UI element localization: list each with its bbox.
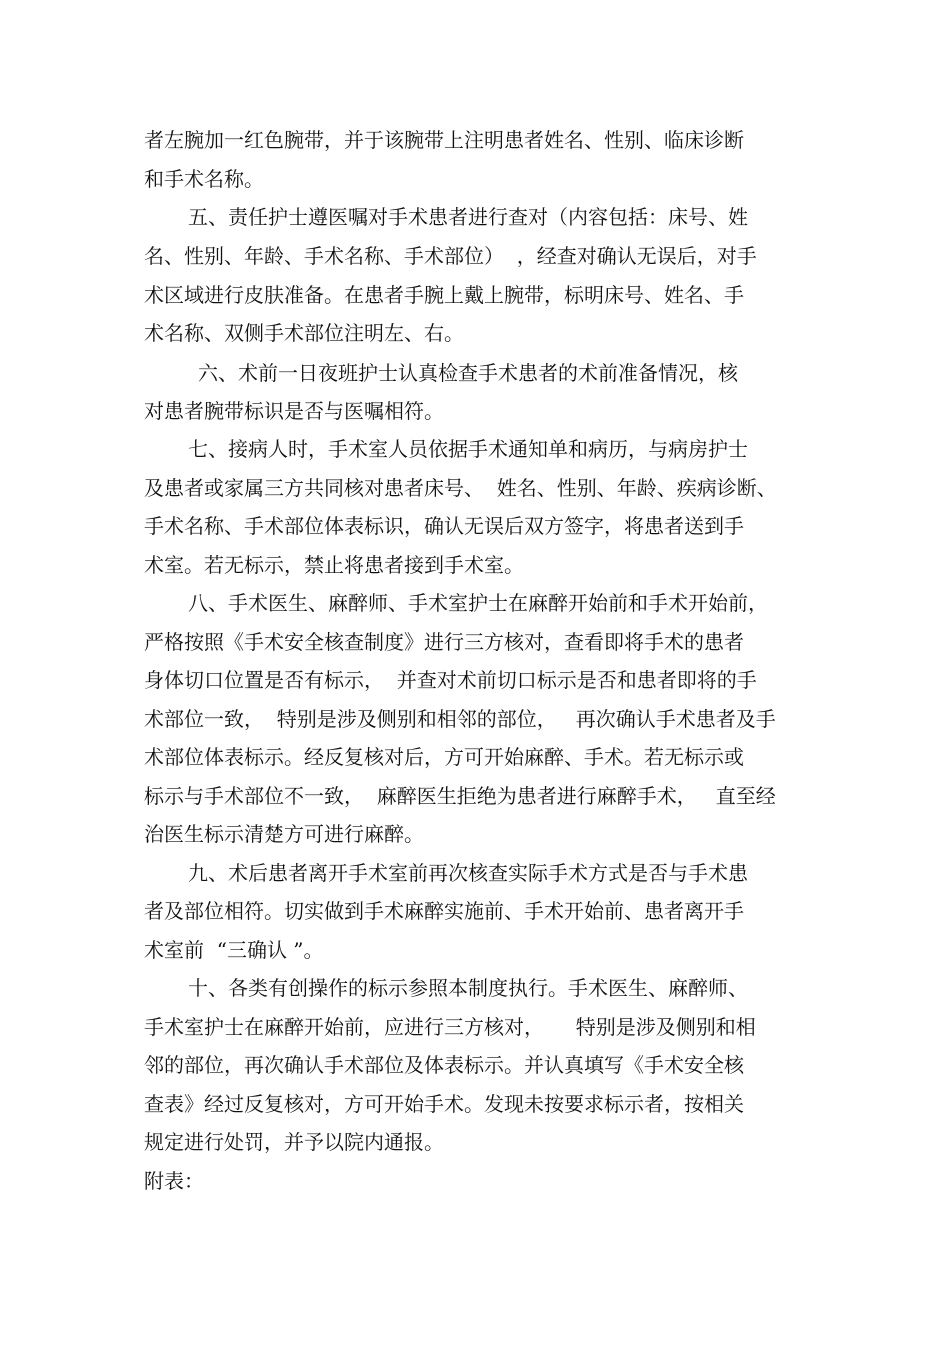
text-line: 严格按照《手术安全核查制度》进行三方核对，查看即将手术的患者 bbox=[144, 630, 744, 654]
text-line: 手术室护士在麻醉开始前，应进行三方核对， 特别是涉及侧别和相 bbox=[144, 1015, 756, 1039]
text-line: 标示与手术部位不一致， 麻醉医生拒绝为患者进行麻醉手术， 直至经 bbox=[144, 784, 776, 808]
text-line: 和手术名称。 bbox=[144, 167, 264, 191]
paragraph-7-line: 七、接病人时，手术室人员依据手术通知单和病历，与病房护士 bbox=[188, 437, 748, 461]
text-line: 邻的部位，再次确认手术部位及体表标示。并认真填写《手术安全核 bbox=[144, 1053, 744, 1077]
text-line: 术名称、双侧手术部位注明左、右。 bbox=[144, 321, 464, 345]
text-line: 手术名称、手术部位体表标识，确认无误后双方签字，将患者送到手 bbox=[144, 514, 744, 538]
text-line: 术区域进行皮肤准备。在患者手腕上戴上腕带，标明床号、姓名、手 bbox=[144, 283, 744, 307]
text-line: 术室前 “三确认 ”。 bbox=[144, 938, 324, 962]
paragraph-8-line: 八、手术医生、麻醉师、手术室护士在麻醉开始前和手术开始前， bbox=[188, 591, 768, 615]
text-line: 查表》经过反复核对，方可开始手术。发现未按要求标示者，按相关 bbox=[144, 1092, 744, 1116]
text-line: 名、性别、年龄、手术名称、手术部位） ，经查对确认无误后，对手 bbox=[144, 244, 757, 268]
paragraph-6-line: 六、术前一日夜班护士认真检查手术患者的术前准备情况，核 bbox=[198, 361, 738, 385]
text-line: 身体切口位置是否有标示， 并查对术前切口标示是否和患者即将的手 bbox=[144, 668, 757, 692]
text-line: 者及部位相符。切实做到手术麻醉实施前、手术开始前、患者离开手 bbox=[144, 899, 744, 923]
text-line: 术部位体表标示。经反复核对后，方可开始麻醉、手术。若无标示或 bbox=[144, 745, 744, 769]
appendix-label: 附表： bbox=[144, 1169, 204, 1193]
text-line: 治医生标示清楚方可进行麻醉。 bbox=[144, 822, 424, 846]
text-line: 对患者腕带标识是否与医嘱相符。 bbox=[144, 399, 444, 423]
text-line: 及患者或家属三方共同核对患者床号、 姓名、性别、年龄、疾病诊断、 bbox=[144, 476, 777, 500]
paragraph-10-line: 十、各类有创操作的标示参照本制度执行。手术医生、麻醉师、 bbox=[188, 976, 748, 1000]
text-line: 规定进行处罚，并予以院内通报。 bbox=[144, 1130, 444, 1154]
text-line: 者左腕加一红色腕带，并于该腕带上注明患者姓名、性别、临床诊断 bbox=[144, 128, 744, 152]
text-line: 术室。若无标示，禁止将患者接到手术室。 bbox=[144, 553, 524, 577]
paragraph-9-line: 九、术后患者离开手术室前再次核查实际手术方式是否与手术患 bbox=[188, 861, 748, 885]
paragraph-5-line: 五、责任护士遵医嘱对手术患者进行查对（内容包括：床号、姓 bbox=[188, 205, 748, 229]
text-line: 术部位一致， 特别是涉及侧别和相邻的部位， 再次确认手术患者及手 bbox=[144, 707, 776, 731]
